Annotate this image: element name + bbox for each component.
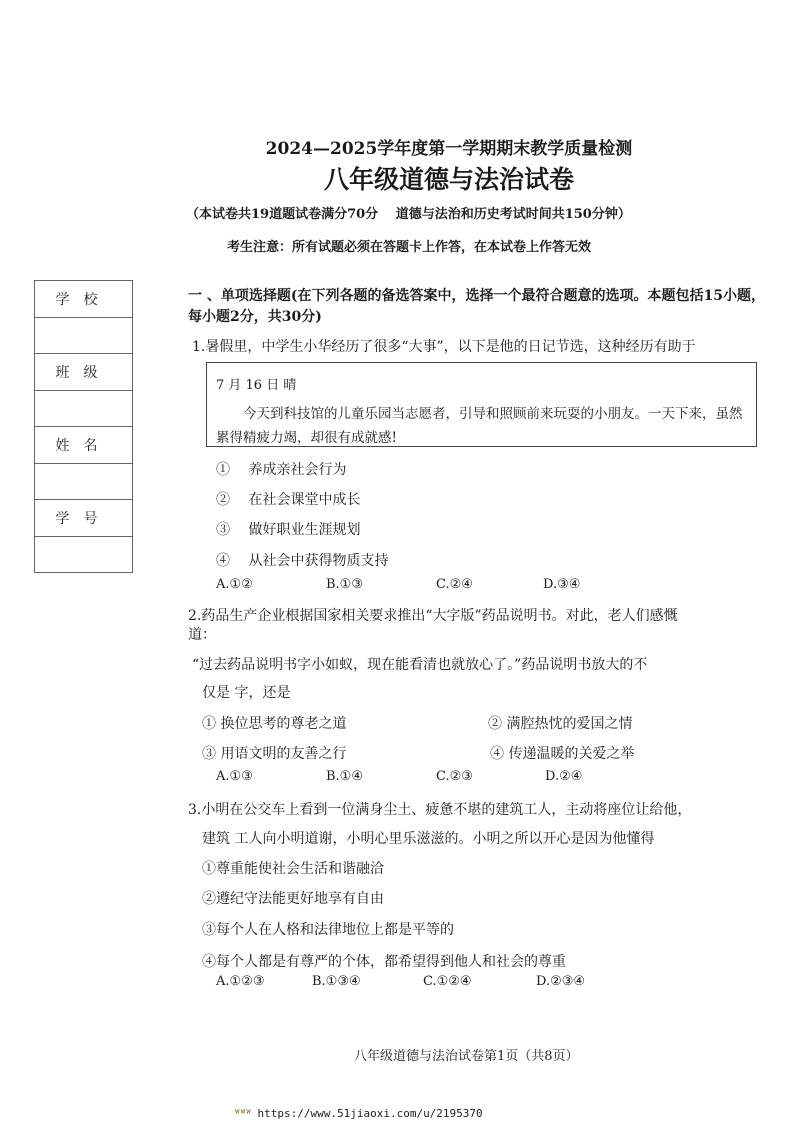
question-3-choice-c: C.①②④ (423, 974, 472, 989)
question-3-option-2: ②遵纪守法能更好地享有自由 (202, 891, 384, 907)
question-2-stem-line1: 2.药品生产企业根据国家相关要求推出“大字版”药品说明书。对此，老人们感慨 (188, 608, 678, 624)
question-1-stem: 1.暑假里，中学生小华经历了很多“大事”，以下是他的日记节选，这种经历有助于 (192, 339, 696, 355)
question-3-choice-b: B.①③④ (312, 974, 361, 989)
question-3-option-3: ③每个人在人格和法律地位上都是平等的 (202, 922, 454, 938)
exam-subtitle: （本试卷共19道题试卷满分70分 道德与法治和历史考试时间共150分钟） (186, 207, 631, 222)
info-field-school (35, 317, 133, 354)
question-1-choice-c: C.②④ (436, 577, 473, 592)
question-1-option-3: ③ 做好职业生涯规划 (216, 522, 361, 538)
exam-notice: 考生注意：所有试题必须在答题卡上作答，在本试卷上作答无效 (227, 240, 592, 255)
info-label-class: 班级 (35, 354, 133, 391)
question-3-option-4: ④每个人都是有尊严的个体，都希望得到他人和社会的尊重 (202, 954, 566, 970)
student-info-table (34, 280, 133, 573)
info-field-name (35, 463, 133, 500)
diary-body: 今天到科技馆的儿童乐园当志愿者，引导和照顾前来玩耍的小朋友。一天下来，虽然累得精疲力竭，却很有成就感! (216, 406, 743, 446)
info-label-school: 学校 (35, 281, 133, 318)
watermark (234, 1107, 483, 1120)
question-2-stem-line2: 道： (188, 627, 216, 643)
exam-title-line2: 八年级道德与法治试卷 (323, 165, 574, 194)
question-2-option-2: ② 满腔热忱的爱国之情 (488, 716, 633, 732)
question-3-choice-d: D.②③④ (536, 974, 586, 989)
question-2-option-1: ① 换位思考的尊老之道 (202, 716, 347, 732)
question-2-quote-line1: “过去药品说明书字小如蚁，现在能看清也就放心了。”药品说明书放大的不 (192, 657, 648, 673)
page-footer: 八年级道德与法治试卷第1页（共8页） (354, 1049, 579, 1064)
question-2-choice-c: C.②③ (436, 769, 473, 784)
watermark-url[interactable]: https://www.51jiaoxi.com/u/2195370 (257, 1107, 483, 1120)
question-1-option-2: ② 在社会课堂中成长 (216, 492, 361, 508)
question-3-choice-a: A.①②③ (216, 974, 265, 989)
question-1-choice-a: A.①② (216, 577, 253, 592)
question-3-option-1: ①尊重能使社会生活和谐融洽 (202, 861, 384, 877)
question-2-option-4: ④ 传递温暖的关爱之举 (490, 746, 635, 762)
info-label-student-id: 学号 (35, 500, 133, 537)
question-3-stem-line2: 建筑 工人向小明道谢，小明心里乐滋滋的。小明之所以开心是因为他懂得 (202, 831, 655, 847)
question-3-stem-line1: 3.小明在公交车上看到一位满身尘土、疲惫不堪的建筑工人，主动将座位让给他， (188, 802, 692, 818)
info-label-name: 姓名 (35, 427, 133, 464)
info-field-class (35, 390, 133, 427)
question-1-option-4: ④ 从社会中获得物质支持 (216, 553, 389, 569)
question-2-choice-d: D.②④ (545, 769, 583, 784)
diary-date: 7 月 16 日 晴 (216, 378, 297, 393)
exam-title-line1: 2024—2025学年度第一学期期末教学质量检测 (265, 139, 633, 159)
question-1-option-1: ① 养成亲社会行为 (216, 462, 347, 478)
question-2-option-3: ③ 用语文明的友善之行 (202, 746, 347, 762)
question-2-quote-line2: 仅是 字，还是 (202, 685, 291, 701)
question-1-choice-d: D.③④ (543, 577, 581, 592)
watermark-logo: ᵂᵂᵂ (234, 1107, 251, 1120)
question-2-choice-b: B.①④ (326, 769, 363, 784)
question-1-choice-b: B.①③ (326, 577, 363, 592)
question-2-choice-a: A.①③ (216, 769, 253, 784)
section-heading: 一 、单项选择题(在下列各题的备选答案中，选择一个最符合题意的选项。本题包括15小题，每小题2分，共30分) (188, 288, 765, 325)
info-field-student-id (35, 536, 133, 573)
